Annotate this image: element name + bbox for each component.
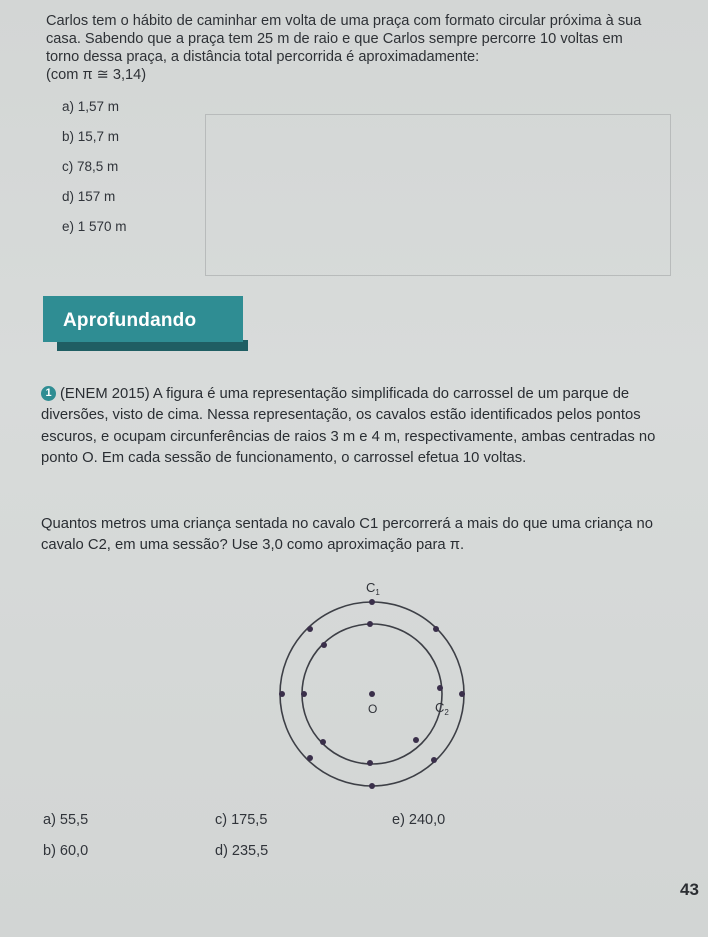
answer-c[interactable]: c) 175,5 [215, 812, 268, 828]
option-a[interactable]: a) 1,57 m [62, 99, 120, 114]
answer-b[interactable]: b) 60,0 [43, 843, 89, 859]
section-title: Aprofundando [63, 310, 197, 331]
label-c2: $C_2$ [435, 700, 449, 717]
horse-dot [367, 621, 373, 627]
section-banner [43, 296, 248, 351]
label-c1: $C_1$ [366, 580, 380, 597]
horse-dot [279, 691, 285, 697]
horse-dot [307, 626, 313, 632]
horse-dot [367, 760, 373, 766]
horse-dot [307, 755, 313, 761]
pi-note: (com π ≅ 3,14) [46, 67, 147, 83]
answer-d[interactable]: d) 235,5 [215, 843, 269, 859]
question-number-badge: 1 [41, 386, 56, 401]
question-prompt: Quantos metros uma criança sentada no cavalo C1 percorrerá a mais do que uma criança no cavalo C2, em uma sessão? Use 3,0 como aproximação para π. [41, 516, 653, 554]
question-text: (ENEM 2015) A figura é uma representação simplificada do carrossel de um parque de diversões, visto de cima. Nessa representação, os cavalos estão identificados pelos pontos escuros, e ocupam circunferências de raios 3 m e 4 m, respectivamente, ambas centradas no ponto O. Em cada sessão de funcionamento, o carrossel efetua 10 voltas. [41, 386, 656, 467]
horse-dot [320, 739, 326, 745]
option-e[interactable]: e) 1 570 m [62, 219, 127, 234]
page-number: 43 [680, 880, 699, 899]
horse-dot [369, 783, 375, 789]
horse-dot [369, 599, 375, 605]
option-b[interactable]: b) 15,7 m [62, 129, 120, 144]
label-o: O [368, 702, 378, 716]
option-d[interactable]: d) 157 m [62, 189, 116, 204]
horse-dot [413, 737, 419, 743]
carousel-figure [270, 570, 480, 800]
answer-box [205, 114, 671, 276]
horse-dot [301, 691, 307, 697]
previous-question-text: Carlos tem o hábito de caminhar em volta de uma praça com formato circular próxima à sua casa. Sabendo que a praça tem 25 m de raio e que Carlos sempre percorre 10 voltas em torno dessa praça, a distância total percorrida é aproximadamente: (com π ≅ 3,14) [46, 13, 642, 83]
horse-dot [437, 685, 443, 691]
center-point [369, 691, 375, 697]
horse-dot [431, 757, 437, 763]
option-c[interactable]: c) 78,5 m [62, 159, 119, 174]
horse-dot [321, 642, 327, 648]
horse-dot [459, 691, 465, 697]
horse-dot [433, 626, 439, 632]
answer-e[interactable]: e) 240,0 [392, 812, 446, 828]
answer-a[interactable]: a) 55,5 [43, 812, 89, 828]
